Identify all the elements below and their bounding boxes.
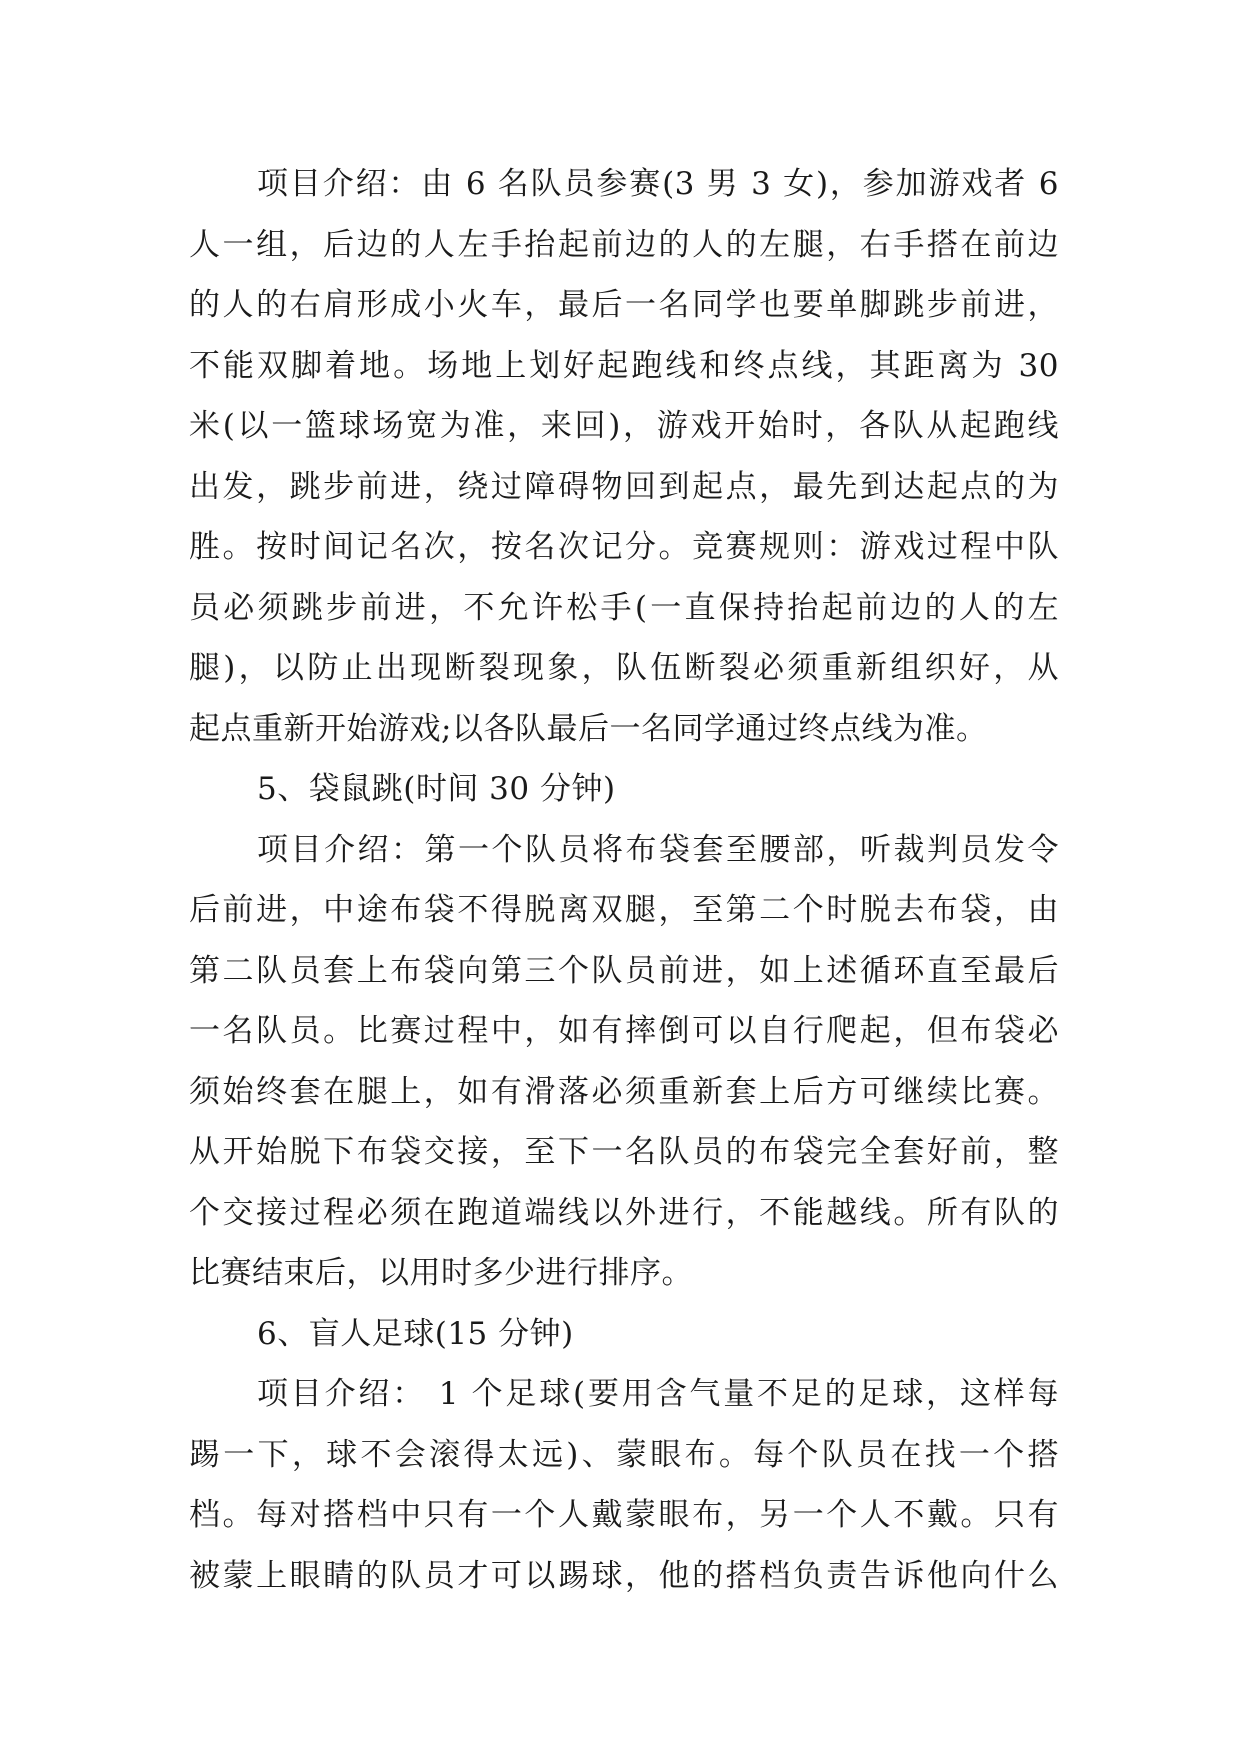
text-line: 第二队员套上布袋向第三个队员前进，如上述循环直至最后 [189, 952, 1059, 989]
text-line: 后前进，中途布袋不得脱离双腿，至第二个时脱去布袋，由 [189, 892, 1059, 928]
text-line: 项目介绍：第一个队员将布袋套至腰部，听裁判员发令 [257, 831, 1059, 868]
text-line: 员必须跳步前进，不允许松手(一直保持抬起前边的人的左 [189, 589, 1059, 626]
document-page [189, 154, 1059, 1606]
paragraph-blind-football [189, 1364, 1059, 1606]
text-line: 档。每对搭档中只有一个人戴蒙眼布，另一个人不戴。只有 [189, 1497, 1059, 1533]
text-line: 项目介绍：由 6 名队员参赛(3 男 3 女)，参加游戏者 6 [257, 166, 1059, 202]
text-line: 起点重新开始游戏;以各队最后一名同学通过终点线为准。 [189, 710, 988, 747]
text-line: 从开始脱下布袋交接，至下一名队员的布袋完全套好前，整 [189, 1134, 1059, 1170]
text-line: 米(以一篮球场宽为准，来回)，游戏开始时，各队从起跑线 [189, 408, 1059, 444]
text-line: 比赛结束后，以用时多少进行排序。 [189, 1255, 693, 1291]
text-line: 被蒙上眼睛的队员才可以踢球，他的搭档负责告诉他向什么 [189, 1557, 1059, 1594]
text-line: 的人的右肩形成小火车，最后一名同学也要单脚跳步前进， [189, 287, 1059, 323]
paragraph-kangaroo-jump [189, 820, 1059, 1304]
text-line: 出发，跳步前进，绕过障碍物回到起点，最先到达起点的为 [189, 468, 1059, 505]
text-line: 胜。按时间记名次，按名次记分。竞赛规则：游戏过程中队 [189, 529, 1059, 565]
text-line: 项目介绍： 1 个足球(要用含气量不足的足球，这样每 [257, 1376, 1059, 1412]
text-line: 腿)，以防止出现断裂现象，队伍断裂必须重新组织好，从 [189, 650, 1059, 686]
section-heading-kangaroo-jump: 5、袋鼠跳(时间 30 分钟) [257, 771, 616, 807]
text-line: 人一组，后边的人左手抬起前边的人的左腿，右手搭在前边 [189, 226, 1059, 263]
text-line: 须始终套在腿上，如有滑落必须重新套上后方可继续比赛。 [189, 1073, 1059, 1110]
text-line: 一名队员。比赛过程中，如有摔倒可以自行爬起，但布袋必 [189, 1013, 1059, 1049]
text-line: 踢一下，球不会滚得太远)、蒙眼布。每个队员在找一个搭 [189, 1436, 1059, 1473]
paragraph-rules-train [189, 154, 1059, 759]
text-line: 不能双脚着地。场地上划好起跑线和终点线，其距离为 30 [189, 347, 1059, 384]
text-line: 个交接过程必须在跑道端线以外进行，不能越线。所有队的 [189, 1194, 1059, 1231]
section-heading-blind-football: 6、盲人足球(15 分钟) [257, 1315, 574, 1352]
